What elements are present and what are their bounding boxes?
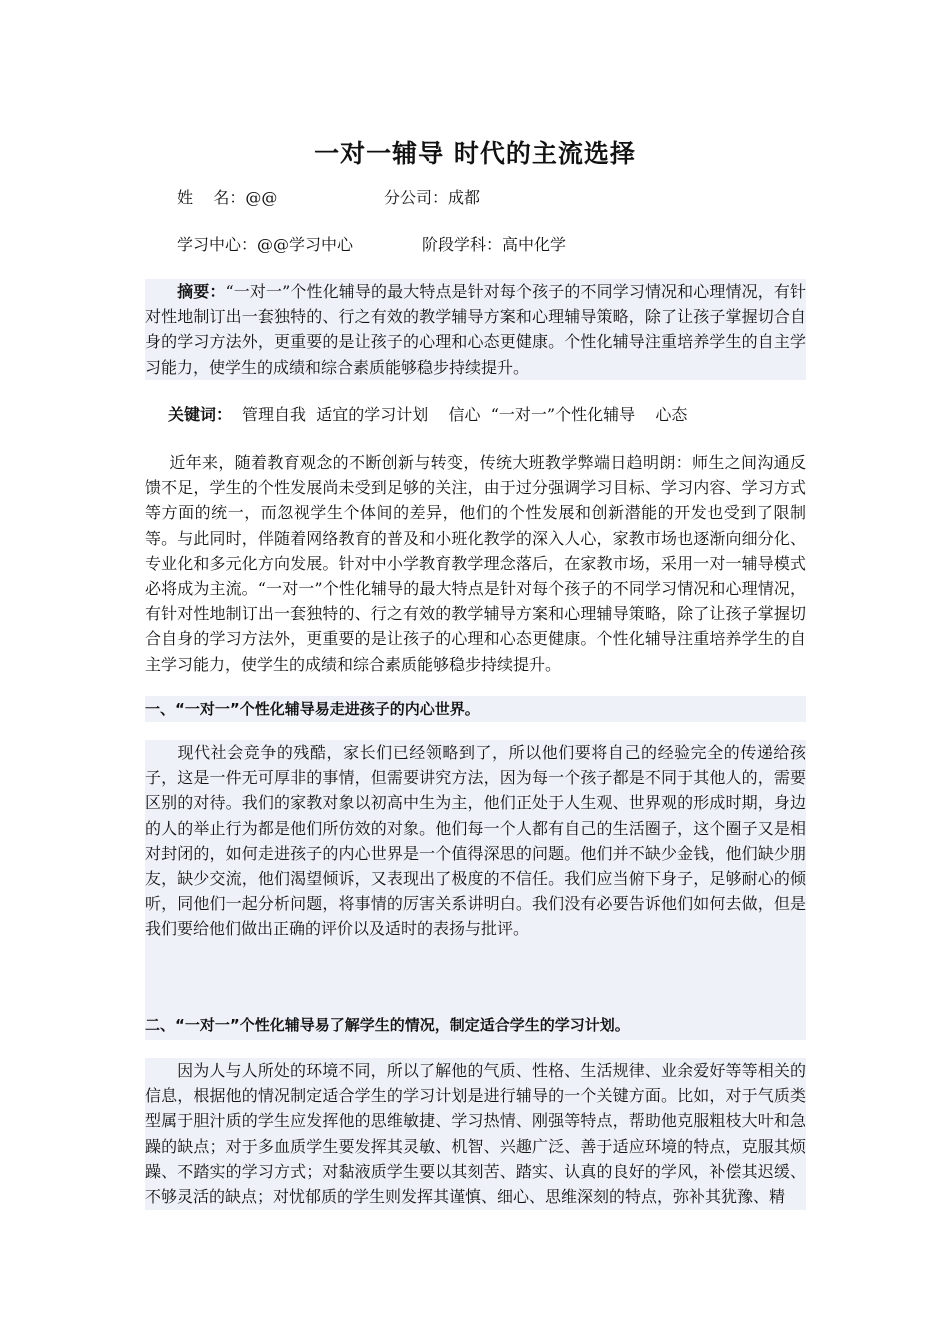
center-value: @@学习中心: [257, 235, 354, 254]
section2-heading: 二、“一对一”个性化辅导易了解学生的情况，制定适合学生的学习计划。: [145, 1010, 806, 1040]
section1-paragraph: [145, 740, 806, 1020]
center-field: [177, 234, 353, 256]
intro-text: 近年来，随着教育观念的不断创新与转变，传统大班教学弊端日趋明朗：师生之间沟通反馈不足，学生的个性发展尚未受到足够的关注，由于过分强调学习目标、学习内容、学习方式等方面的统一，而忽视学生个体间的差异，他们的个性发展和创新潜能的开发也受到了限制等。与此同时，伴随着网络教育的普及和小班化教学的深入人心，家教市场也逐渐向细分化、专业化和多元化方向发展。针对中小学教育教学理念落后，在家教市场，采用一对一辅导模式必将成为主流。“一对一”个性化辅导的最大特点是针对每个孩子的不同学习情况和心理情况，有针对性地制订出一套独特的、行之有效的教学辅导方案和心理辅导策略，除了让孩子掌握切合自身的学习方法外，更重要的是让孩子的心理和心态更健康。个性化辅导注重培养学生的自主学习能力，使学生的成绩和综合素质能够稳步持续提升。: [145, 453, 806, 674]
branch-field: [384, 187, 480, 209]
section1-text: 现代社会竞争的残酷，家长们已经领略到了，所以他们要将自己的经验完全的传递给孩子，这是一件无可厚非的事情，但需要讲究方法，因为每一个孩子都是不同于其他人的，需要区别的对待。我们的家教对象以初高中生为主，他们正处于人生观、世界观的形成时期，身边的人的举止行为都是他们所仿效的对象。他们每一个人都有自己的生活圈子，这个圈子又是相对封闭的，如何走进孩子的内心世界是一个值得深思的问题。他们并不缺少金钱，他们缺少朋友，缺少交流，他们渴望倾诉，又表现出了极度的不信任。我们应当俯下身子，足够耐心的倾听，同他们一起分析问题，将事情的厉害关系讲明白。我们没有必要告诉他们如何去做，但是我们要给他们做出正确的评价以及适时的表扬与批评。: [145, 743, 806, 939]
abstract-block: [145, 279, 806, 380]
name-label: 姓 名：: [177, 188, 246, 207]
keywords-line: [168, 404, 687, 426]
subject-value: 高中化学: [502, 235, 567, 254]
abstract-label: 摘要：: [177, 282, 226, 301]
branch-value: 成都: [448, 188, 481, 207]
name-field: [177, 187, 277, 209]
subject-field: [422, 234, 566, 256]
section2-text: 因为人与人所处的环境不同，所以了解他的气质、性格、生活规律、业余爱好等等相关的信息，根据他的情况制定适合学生的学习计划是进行辅导的一个关键方面。比如，对于气质类型属于胆汁质的学生应发挥他的思维敏捷、学习热情、刚强等特点，帮助他克服粗枝大叶和急躁的缺点；对于多血质学生要发挥其灵敏、机智、兴趣广泛、善于适应环境的特点，克服其烦躁、不踏实的学习方式；对黏液质学生要以其刻苦、踏实、认真的良好的学风，补偿其迟缓、不够灵活的缺点；对忧郁质的学生则发挥其谨慎、细心、思维深刻的特点，弥补其犹豫、精: [145, 1061, 806, 1207]
keywords-label: 关键词：: [168, 405, 233, 424]
branch-label: 分公司：: [384, 188, 449, 207]
name-value: @@: [245, 188, 278, 207]
keywords-text: 管理自我 适宜的学习计划 信心 “一对一”个性化辅导 心态: [242, 405, 688, 424]
subject-label: 阶段学科：: [422, 235, 503, 254]
center-label: 学习中心：: [177, 235, 258, 254]
section2-paragraph: [145, 1058, 806, 1210]
abstract-text: “一对一”个性化辅导的最大特点是针对每个孩子的不同学习情况和心理情况，有针对性地制订出一套独特的、行之有效的教学辅导方案和心理辅导策略，除了让孩子掌握切合自身的学习方法外，更重要的是让孩子的心理和心态更健康。个性化辅导注重培养学生的自主学习能力，使学生的成绩和综合素质能够稳步持续提升。: [145, 282, 806, 377]
intro-paragraph: [145, 450, 806, 677]
document-title: 一对一辅导 时代的主流选择: [314, 139, 636, 168]
section1-heading: 一、“一对一”个性化辅导易走进孩子的内心世界。: [145, 696, 806, 722]
